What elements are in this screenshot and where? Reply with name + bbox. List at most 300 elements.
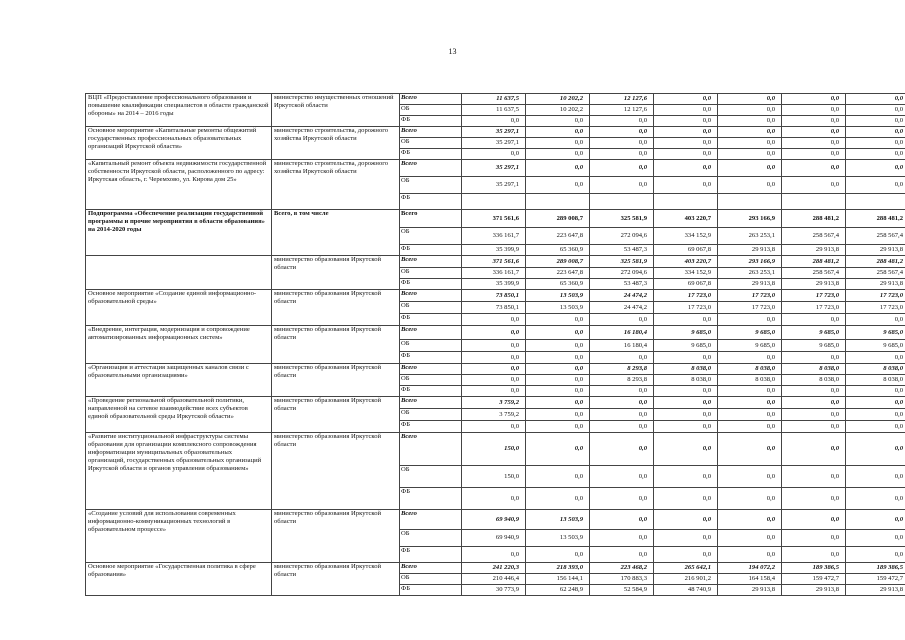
- table-row: [86, 433, 905, 466]
- amount-cell: 0,0: [782, 138, 846, 149]
- amount-cell: 0,0: [654, 127, 718, 138]
- amount-cell: 0,0: [718, 466, 782, 488]
- amount-cell: 289 008,7: [526, 256, 590, 268]
- amount-cell: 0,0: [462, 421, 526, 433]
- table-row: [86, 256, 905, 268]
- amount-cell: 0,0: [782, 510, 846, 530]
- amount-cell: 288 481,2: [782, 210, 846, 228]
- amount-cell: 0,0: [590, 177, 654, 194]
- amount-cell: 0,0: [782, 94, 846, 105]
- amount-cell: 272 094,6: [590, 228, 654, 245]
- amount-cell: 218 393,0: [526, 563, 590, 574]
- funding-source-cell: Всего: [400, 210, 462, 228]
- amount-cell: 403 220,7: [654, 256, 718, 268]
- amount-cell: 8 038,0: [846, 375, 905, 386]
- amount-cell: 9 685,0: [846, 340, 905, 352]
- amount-cell: 69 067,8: [654, 245, 718, 256]
- amount-cell: 8 038,0: [782, 375, 846, 386]
- amount-cell: 0,0: [526, 326, 590, 340]
- amount-cell: 258 567,4: [782, 228, 846, 245]
- amount-cell: 0,0: [526, 364, 590, 375]
- amount-cell: 9 685,0: [782, 326, 846, 340]
- amount-cell: 0,0: [526, 138, 590, 149]
- amount-cell: 8 038,0: [654, 375, 718, 386]
- amount-cell: 0,0: [462, 340, 526, 352]
- amount-cell: 0,0: [782, 177, 846, 194]
- amount-cell: 0,0: [526, 433, 590, 466]
- amount-cell: 336 161,7: [462, 228, 526, 245]
- amount-cell: 13 503,9: [526, 302, 590, 314]
- funding-source-cell: ФБ: [400, 421, 462, 433]
- amount-cell: 0,0: [718, 421, 782, 433]
- table-row: [86, 364, 905, 375]
- amount-cell: 0,0: [590, 314, 654, 326]
- amount-cell: 0,0: [654, 386, 718, 397]
- amount-cell: 0,0: [718, 138, 782, 149]
- amount-cell: 0,0: [526, 386, 590, 397]
- funding-source-cell: ОБ: [400, 375, 462, 386]
- amount-cell: 11 637,5: [462, 94, 526, 105]
- activity-name-cell: «Развитие институциональной инфраструктуры системы образования для организации комплексного сопровождения информатизации муниципальных образовательных организаций, государственных образовательных организаций Иркутской области и органов управления образованием»: [86, 433, 272, 510]
- amount-cell: [590, 194, 654, 210]
- amount-cell: 0,0: [654, 488, 718, 510]
- amount-cell: 0,0: [718, 488, 782, 510]
- funding-source-cell: ФБ: [400, 279, 462, 290]
- amount-cell: 289 008,7: [526, 210, 590, 228]
- amount-cell: 0,0: [718, 547, 782, 563]
- amount-cell: 0,0: [654, 177, 718, 194]
- amount-cell: 0,0: [846, 433, 905, 466]
- funding-source-cell: Всего: [400, 397, 462, 409]
- budget-table: [85, 93, 905, 596]
- funding-source-cell: ОБ: [400, 340, 462, 352]
- amount-cell: 17 723,0: [846, 302, 905, 314]
- amount-cell: 0,0: [654, 530, 718, 547]
- activity-name-cell: Основное мероприятие «Государственная политика в сфере образования»: [86, 563, 272, 596]
- amount-cell: 0,0: [654, 421, 718, 433]
- amount-cell: 0,0: [654, 409, 718, 421]
- funding-source-cell: Всего: [400, 290, 462, 302]
- executor-cell: Всего, в том числе: [272, 210, 400, 256]
- amount-cell: 8 038,0: [846, 364, 905, 375]
- amount-cell: 0,0: [846, 116, 905, 127]
- amount-cell: 293 166,9: [718, 256, 782, 268]
- amount-cell: 0,0: [718, 352, 782, 364]
- amount-cell: 0,0: [846, 421, 905, 433]
- amount-cell: 0,0: [654, 94, 718, 105]
- table-row: [86, 94, 905, 105]
- amount-cell: 0,0: [846, 105, 905, 116]
- amount-cell: 150,0: [462, 433, 526, 466]
- amount-cell: 13 503,9: [526, 530, 590, 547]
- amount-cell: 10 202,2: [526, 105, 590, 116]
- activity-name-cell: Основное мероприятие «Капитальные ремонты общежитий государственных профессиональных образовательных организаций Иркутской области»: [86, 127, 272, 160]
- amount-cell: 0,0: [462, 375, 526, 386]
- amount-cell: 0,0: [654, 397, 718, 409]
- amount-cell: 258 567,4: [782, 268, 846, 279]
- amount-cell: 0,0: [782, 530, 846, 547]
- funding-source-cell: ОБ: [400, 228, 462, 245]
- amount-cell: 0,0: [654, 466, 718, 488]
- amount-cell: 52 584,9: [590, 585, 654, 596]
- amount-cell: 265 642,1: [654, 563, 718, 574]
- funding-source-cell: Всего: [400, 160, 462, 177]
- amount-cell: 16 180,4: [590, 326, 654, 340]
- amount-cell: 8 038,0: [782, 364, 846, 375]
- amount-cell: 53 487,3: [590, 245, 654, 256]
- amount-cell: 0,0: [782, 547, 846, 563]
- funding-source-cell: ОБ: [400, 302, 462, 314]
- amount-cell: 17 723,0: [654, 290, 718, 302]
- amount-cell: 189 386,5: [782, 563, 846, 574]
- amount-cell: 371 561,6: [462, 256, 526, 268]
- amount-cell: 223 468,2: [590, 563, 654, 574]
- amount-cell: 0,0: [462, 149, 526, 160]
- funding-source-cell: Всего: [400, 510, 462, 530]
- amount-cell: 0,0: [462, 386, 526, 397]
- amount-cell: 0,0: [846, 94, 905, 105]
- amount-cell: 0,0: [718, 105, 782, 116]
- amount-cell: 9 685,0: [718, 340, 782, 352]
- funding-source-cell: Всего: [400, 127, 462, 138]
- amount-cell: 8 038,0: [718, 364, 782, 375]
- amount-cell: 35 399,9: [462, 245, 526, 256]
- amount-cell: 9 685,0: [654, 340, 718, 352]
- amount-cell: 0,0: [846, 352, 905, 364]
- amount-cell: 0,0: [846, 397, 905, 409]
- amount-cell: 9 685,0: [782, 340, 846, 352]
- funding-source-cell: ОБ: [400, 530, 462, 547]
- amount-cell: 35 399,9: [462, 279, 526, 290]
- funding-source-cell: Всего: [400, 364, 462, 375]
- funding-source-cell: ОБ: [400, 268, 462, 279]
- amount-cell: 9 685,0: [846, 326, 905, 340]
- amount-cell: 11 637,5: [462, 105, 526, 116]
- amount-cell: 0,0: [846, 466, 905, 488]
- funding-source-cell: ФБ: [400, 116, 462, 127]
- executor-cell: министерство образования Иркутской области: [272, 256, 400, 290]
- amount-cell: 17 723,0: [782, 290, 846, 302]
- amount-cell: [654, 194, 718, 210]
- amount-cell: 0,0: [782, 352, 846, 364]
- executor-cell: министерство образования Иркутской области: [272, 510, 400, 563]
- executor-cell: министерство образования Иркутской области: [272, 397, 400, 433]
- amount-cell: 29 913,8: [782, 279, 846, 290]
- amount-cell: 8 038,0: [718, 375, 782, 386]
- amount-cell: 8 293,8: [590, 364, 654, 375]
- amount-cell: 3 759,2: [462, 409, 526, 421]
- amount-cell: 0,0: [526, 421, 590, 433]
- amount-cell: 24 474,2: [590, 302, 654, 314]
- amount-cell: 8 038,0: [654, 364, 718, 375]
- funding-source-cell: ФБ: [400, 386, 462, 397]
- amount-cell: 0,0: [526, 127, 590, 138]
- executor-cell: министерство строительства, дорожного хозяйства Иркутской области: [272, 160, 400, 210]
- amount-cell: 223 647,8: [526, 268, 590, 279]
- amount-cell: 69 940,9: [462, 530, 526, 547]
- amount-cell: 0,0: [782, 149, 846, 160]
- amount-cell: 0,0: [782, 127, 846, 138]
- amount-cell: 0,0: [590, 488, 654, 510]
- funding-source-cell: ФБ: [400, 585, 462, 596]
- amount-cell: 0,0: [654, 352, 718, 364]
- amount-cell: 29 913,8: [782, 245, 846, 256]
- amount-cell: 65 360,9: [526, 245, 590, 256]
- amount-cell: 150,0: [462, 466, 526, 488]
- table-body: [86, 94, 905, 596]
- amount-cell: 0,0: [718, 127, 782, 138]
- amount-cell: 0,0: [590, 466, 654, 488]
- amount-cell: 0,0: [526, 340, 590, 352]
- executor-cell: министерство образования Иркутской области: [272, 433, 400, 510]
- activity-name-cell: «Создание условий для использования современных информационно-коммуникационных технологий в образовательном процессе»: [86, 510, 272, 563]
- amount-cell: 334 152,9: [654, 268, 718, 279]
- amount-cell: 29 913,8: [846, 279, 905, 290]
- amount-cell: 0,0: [526, 397, 590, 409]
- amount-cell: 16 180,4: [590, 340, 654, 352]
- amount-cell: 73 850,1: [462, 290, 526, 302]
- amount-cell: 0,0: [654, 547, 718, 563]
- executor-cell: министерство имущественных отношений Иркутской области: [272, 94, 400, 127]
- executor-cell: министерство образования Иркутской области: [272, 290, 400, 326]
- amount-cell: 0,0: [590, 116, 654, 127]
- amount-cell: 3 759,2: [462, 397, 526, 409]
- amount-cell: 12 127,6: [590, 105, 654, 116]
- amount-cell: 8 293,8: [590, 375, 654, 386]
- amount-cell: 272 094,6: [590, 268, 654, 279]
- funding-source-cell: Всего: [400, 256, 462, 268]
- amount-cell: 0,0: [526, 547, 590, 563]
- amount-cell: 325 581,9: [590, 256, 654, 268]
- amount-cell: 0,0: [846, 530, 905, 547]
- amount-cell: [526, 194, 590, 210]
- amount-cell: 0,0: [846, 409, 905, 421]
- amount-cell: [782, 194, 846, 210]
- amount-cell: 30 773,9: [462, 585, 526, 596]
- amount-cell: 0,0: [526, 375, 590, 386]
- funding-source-cell: ФБ: [400, 352, 462, 364]
- amount-cell: 336 161,7: [462, 268, 526, 279]
- amount-cell: 0,0: [526, 160, 590, 177]
- amount-cell: 0,0: [846, 314, 905, 326]
- amount-cell: 0,0: [654, 510, 718, 530]
- amount-cell: 9 685,0: [718, 326, 782, 340]
- amount-cell: 0,0: [526, 466, 590, 488]
- amount-cell: 0,0: [718, 116, 782, 127]
- amount-cell: 0,0: [782, 409, 846, 421]
- table-row: [86, 510, 905, 530]
- amount-cell: 69 067,8: [654, 279, 718, 290]
- amount-cell: 35 297,1: [462, 177, 526, 194]
- amount-cell: 0,0: [718, 386, 782, 397]
- amount-cell: 0,0: [782, 160, 846, 177]
- amount-cell: 53 487,3: [590, 279, 654, 290]
- amount-cell: 17 723,0: [782, 302, 846, 314]
- amount-cell: 0,0: [846, 547, 905, 563]
- amount-cell: 0,0: [718, 160, 782, 177]
- amount-cell: 0,0: [782, 466, 846, 488]
- activity-name-cell: [86, 256, 272, 290]
- amount-cell: 35 297,1: [462, 127, 526, 138]
- amount-cell: 0,0: [718, 530, 782, 547]
- amount-cell: 0,0: [846, 160, 905, 177]
- funding-source-cell: ФБ: [400, 314, 462, 326]
- amount-cell: 0,0: [782, 488, 846, 510]
- amount-cell: 0,0: [654, 138, 718, 149]
- amount-cell: 159 472,7: [846, 574, 905, 585]
- amount-cell: 0,0: [526, 488, 590, 510]
- amount-cell: 164 158,4: [718, 574, 782, 585]
- amount-cell: 189 386,5: [846, 563, 905, 574]
- table-row: [86, 160, 905, 177]
- amount-cell: 17 723,0: [718, 290, 782, 302]
- amount-cell: 334 152,9: [654, 228, 718, 245]
- amount-cell: 0,0: [462, 547, 526, 563]
- funding-source-cell: Всего: [400, 433, 462, 466]
- amount-cell: 0,0: [590, 510, 654, 530]
- amount-cell: 0,0: [590, 138, 654, 149]
- amount-cell: 29 913,8: [782, 585, 846, 596]
- amount-cell: 0,0: [590, 421, 654, 433]
- executor-cell: министерство образования Иркутской области: [272, 563, 400, 596]
- amount-cell: 0,0: [462, 314, 526, 326]
- table-row: [86, 563, 905, 574]
- amount-cell: 0,0: [718, 177, 782, 194]
- amount-cell: 0,0: [526, 409, 590, 421]
- amount-cell: 403 220,7: [654, 210, 718, 228]
- amount-cell: 17 723,0: [846, 290, 905, 302]
- amount-cell: 0,0: [718, 397, 782, 409]
- amount-cell: 0,0: [718, 314, 782, 326]
- amount-cell: 0,0: [462, 116, 526, 127]
- amount-cell: 13 503,9: [526, 290, 590, 302]
- amount-cell: 0,0: [846, 127, 905, 138]
- amount-cell: 0,0: [782, 314, 846, 326]
- amount-cell: 288 481,2: [782, 256, 846, 268]
- amount-cell: 0,0: [782, 105, 846, 116]
- funding-source-cell: ФБ: [400, 149, 462, 160]
- amount-cell: 0,0: [846, 488, 905, 510]
- amount-cell: 288 481,2: [846, 210, 905, 228]
- executor-cell: министерство образования Иркутской области: [272, 364, 400, 397]
- amount-cell: 0,0: [718, 409, 782, 421]
- funding-source-cell: ФБ: [400, 245, 462, 256]
- amount-cell: 0,0: [526, 352, 590, 364]
- amount-cell: 0,0: [462, 488, 526, 510]
- amount-cell: 0,0: [846, 138, 905, 149]
- amount-cell: 0,0: [654, 160, 718, 177]
- amount-cell: 29 913,8: [718, 245, 782, 256]
- amount-cell: 0,0: [782, 386, 846, 397]
- activity-name-cell: «Внедрение, интеграция, модернизация и сопровождение автоматизированных информационных систем»: [86, 326, 272, 364]
- amount-cell: 0,0: [782, 397, 846, 409]
- amount-cell: 29 913,8: [718, 585, 782, 596]
- amount-cell: [462, 194, 526, 210]
- amount-cell: 0,0: [590, 409, 654, 421]
- amount-cell: 9 685,0: [654, 326, 718, 340]
- amount-cell: 258 567,4: [846, 268, 905, 279]
- amount-cell: 0,0: [718, 510, 782, 530]
- amount-cell: 0,0: [590, 127, 654, 138]
- funding-source-cell: ФБ: [400, 194, 462, 210]
- amount-cell: 170 883,3: [590, 574, 654, 585]
- funding-source-cell: Всего: [400, 563, 462, 574]
- amount-cell: 17 723,0: [654, 302, 718, 314]
- activity-name-cell: Подпрограмма «Обеспечение реализации государственной программы и прочие мероприятия в области образования» на 2014-2020 годы: [86, 210, 272, 256]
- activity-name-cell: ВЦП «Предоставление профессионального образования и повышение квалификации специалистов в области гражданской обороны» на 2014 – 2016 годы: [86, 94, 272, 127]
- table-row: [86, 290, 905, 302]
- amount-cell: 73 850,1: [462, 302, 526, 314]
- amount-cell: 0,0: [654, 433, 718, 466]
- amount-cell: 0,0: [526, 116, 590, 127]
- amount-cell: 69 940,9: [462, 510, 526, 530]
- amount-cell: 0,0: [590, 397, 654, 409]
- amount-cell: 288 481,2: [846, 256, 905, 268]
- amount-cell: 194 072,2: [718, 563, 782, 574]
- funding-source-cell: ОБ: [400, 177, 462, 194]
- amount-cell: 0,0: [462, 326, 526, 340]
- amount-cell: 0,0: [462, 364, 526, 375]
- amount-cell: 0,0: [846, 510, 905, 530]
- amount-cell: 62 248,9: [526, 585, 590, 596]
- amount-cell: 159 472,7: [782, 574, 846, 585]
- amount-cell: 48 740,9: [654, 585, 718, 596]
- amount-cell: 0,0: [590, 547, 654, 563]
- funding-source-cell: ОБ: [400, 466, 462, 488]
- amount-cell: 0,0: [590, 160, 654, 177]
- amount-cell: 0,0: [846, 177, 905, 194]
- funding-source-cell: Всего: [400, 326, 462, 340]
- amount-cell: 325 581,9: [590, 210, 654, 228]
- amount-cell: 0,0: [590, 433, 654, 466]
- amount-cell: 24 474,2: [590, 290, 654, 302]
- funding-source-cell: ОБ: [400, 105, 462, 116]
- amount-cell: 35 297,1: [462, 160, 526, 177]
- amount-cell: 35 297,1: [462, 138, 526, 149]
- amount-cell: 10 202,2: [526, 94, 590, 105]
- amount-cell: 156 144,1: [526, 574, 590, 585]
- table-row: [86, 397, 905, 409]
- executor-cell: министерство образования Иркутской области: [272, 326, 400, 364]
- amount-cell: 0,0: [526, 149, 590, 160]
- executor-cell: министерство строительства, дорожного хозяйства Иркутской области: [272, 127, 400, 160]
- amount-cell: 223 647,8: [526, 228, 590, 245]
- activity-name-cell: Основное мероприятие «Создание единой информационно-образовательной среды»: [86, 290, 272, 326]
- amount-cell: 210 446,4: [462, 574, 526, 585]
- amount-cell: 0,0: [462, 352, 526, 364]
- amount-cell: [718, 194, 782, 210]
- amount-cell: 216 901,2: [654, 574, 718, 585]
- activity-name-cell: «Проведение региональной образовательной политики, направленной на сетевое взаимодействие всех субъектов единой образовательной среды Иркутской области»: [86, 397, 272, 433]
- amount-cell: [846, 194, 905, 210]
- amount-cell: 0,0: [782, 116, 846, 127]
- funding-source-cell: Всего: [400, 94, 462, 105]
- amount-cell: 13 503,9: [526, 510, 590, 530]
- amount-cell: 0,0: [526, 177, 590, 194]
- amount-cell: 0,0: [654, 116, 718, 127]
- amount-cell: 29 913,8: [718, 279, 782, 290]
- amount-cell: 12 127,6: [590, 94, 654, 105]
- amount-cell: 0,0: [718, 433, 782, 466]
- amount-cell: 29 913,8: [846, 245, 905, 256]
- funding-source-cell: ФБ: [400, 547, 462, 563]
- amount-cell: 371 561,6: [462, 210, 526, 228]
- amount-cell: 0,0: [718, 149, 782, 160]
- amount-cell: 263 253,1: [718, 268, 782, 279]
- amount-cell: 0,0: [590, 149, 654, 160]
- funding-source-cell: ФБ: [400, 488, 462, 510]
- amount-cell: 0,0: [526, 314, 590, 326]
